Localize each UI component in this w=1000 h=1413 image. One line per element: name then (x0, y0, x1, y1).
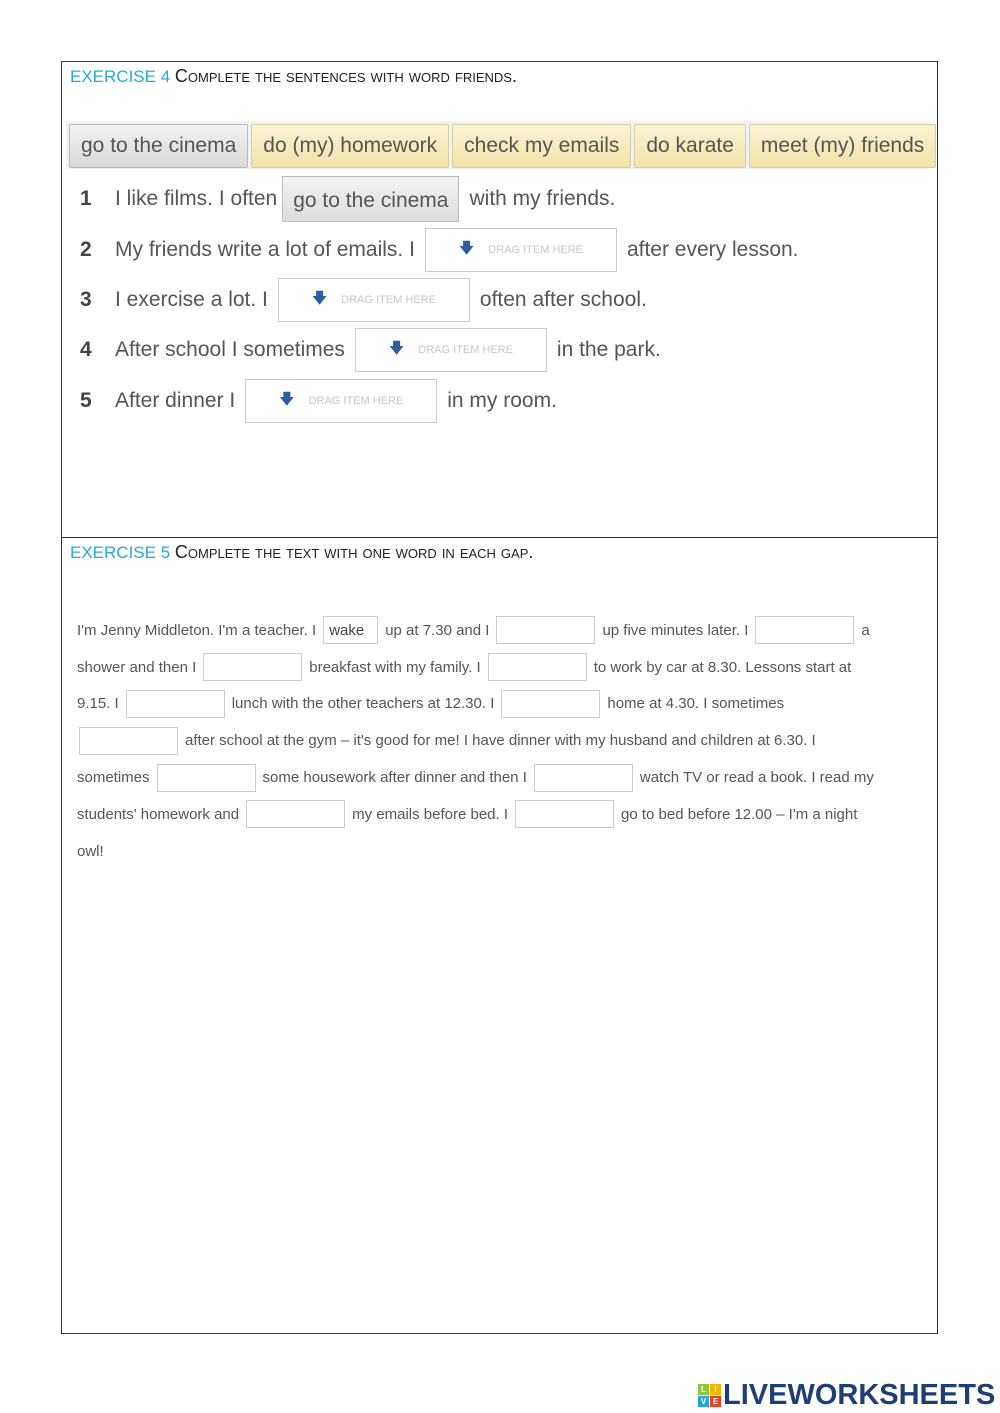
sentence-text-after: with my friends. (469, 187, 616, 210)
text-line (77, 686, 937, 723)
text-segment: I'm Jenny Middleton. I'm a teacher. I (77, 621, 317, 639)
text-line (77, 796, 937, 833)
drop-placeholder: DRAG ITEM HERE (341, 294, 436, 306)
text-segment: owl! (77, 842, 104, 860)
logo-block: I (710, 1384, 721, 1395)
sentence-number: 3 (80, 288, 92, 311)
gap-input[interactable] (515, 800, 614, 828)
sentence-text-after: in the park. (556, 338, 661, 361)
drop-placeholder: DRAG ITEM HERE (418, 344, 513, 356)
exercise-label: EXERCISE (70, 543, 156, 562)
logo-text: LIVEWORKSHEETS (723, 1379, 996, 1411)
text-segment: up at 7.30 and I (385, 621, 490, 639)
text-segment: sometimes (77, 769, 150, 787)
logo-block: E (710, 1396, 721, 1407)
logo-block: V (698, 1396, 709, 1407)
exercise-number: 4 (160, 67, 171, 86)
logo-block: L (698, 1384, 709, 1395)
text-segment: breakfast with my family. I (309, 658, 481, 676)
text-segment: my emails before bed. I (352, 805, 509, 823)
text-line (77, 759, 937, 796)
text-line (77, 833, 937, 870)
gap-input[interactable]: wake (323, 616, 378, 644)
text-line (77, 722, 937, 759)
sentence-row (80, 277, 647, 323)
download-arrow-icon: 🡇 (279, 390, 295, 408)
gap-input[interactable] (246, 800, 345, 828)
exercise-4-title (70, 66, 517, 87)
exercise-instruction: Complete the sentences with word friends. (174, 66, 517, 86)
word-chip[interactable]: go to the cinema (69, 124, 248, 168)
gap-input[interactable] (157, 764, 256, 792)
sentence-number: 1 (80, 187, 92, 210)
gap-input[interactable] (501, 690, 600, 718)
sentence-text-before: I like films. I often (115, 187, 278, 210)
gap-input[interactable] (126, 690, 225, 718)
sentence-row (80, 227, 799, 273)
word-bank (66, 121, 928, 169)
liveworksheets-logo (698, 1379, 995, 1412)
gap-input[interactable] (755, 616, 854, 644)
exercise-number: 5 (160, 543, 171, 562)
text-segment: lunch with the other teachers at 12.30. I (231, 695, 495, 713)
drop-zone[interactable] (245, 379, 437, 423)
sentence-text-after: after every lesson. (626, 238, 799, 261)
text-segment: students' homework and (77, 805, 240, 823)
text-segment: a (861, 621, 870, 639)
gap-fill-text (77, 612, 937, 870)
filled-drop-zone[interactable]: go to the cinema (282, 176, 459, 222)
word-chip[interactable]: do karate (634, 124, 746, 168)
sentence-text-after: often after school. (479, 288, 647, 311)
gap-input[interactable] (496, 616, 595, 644)
sentence-text-before: My friends write a lot of emails. I (115, 238, 415, 261)
word-chip[interactable]: check my emails (452, 124, 631, 168)
exercise-label: EXERCISE (70, 67, 156, 86)
drop-placeholder: DRAG ITEM HERE (308, 395, 404, 407)
word-chip[interactable]: do (my) homework (251, 124, 449, 168)
exercise-instruction: Complete the text with one word in each gap. (174, 542, 534, 562)
sentence-text-before: After school I sometimes (115, 338, 345, 361)
drop-placeholder: DRAG ITEM HERE (488, 244, 584, 256)
text-segment: watch TV or read a book. I read my (639, 769, 874, 787)
gap-input[interactable] (488, 653, 587, 681)
text-segment: after school at the gym – it's good for me! I have dinner with my husband and children at 6.30. I (185, 732, 816, 750)
sentence-number: 2 (80, 238, 92, 261)
sentence-row (80, 327, 661, 373)
sentence-text-before: I exercise a lot. I (115, 288, 268, 311)
text-line (77, 612, 937, 649)
logo-blocks-icon (698, 1384, 721, 1407)
sentence-row (80, 176, 615, 222)
sentence-text-before: After dinner I (115, 389, 236, 412)
gap-input[interactable] (534, 764, 633, 792)
text-segment: to work by car at 8.30. Lessons start at (593, 658, 852, 676)
download-arrow-icon: 🡇 (388, 339, 405, 357)
sentence-row (80, 378, 557, 424)
text-segment: 9.15. I (77, 695, 119, 713)
download-arrow-icon: 🡇 (311, 289, 328, 307)
drop-zone[interactable] (425, 228, 617, 272)
text-segment: home at 4.30. I sometimes (607, 695, 785, 713)
sentence-number: 5 (80, 389, 92, 412)
text-segment: up five minutes later. I (602, 621, 749, 639)
gap-input[interactable] (203, 653, 302, 681)
exercise-5-title (70, 542, 533, 563)
text-line (77, 649, 937, 686)
drop-zone[interactable] (278, 278, 470, 322)
section-divider (61, 537, 938, 538)
download-arrow-icon: 🡇 (458, 239, 475, 257)
text-segment: some housework after dinner and then I (262, 769, 527, 787)
sentence-text-after: in my room. (447, 389, 557, 412)
gap-input[interactable] (79, 727, 178, 755)
sentence-number: 4 (80, 338, 92, 361)
text-segment: shower and then I (77, 658, 197, 676)
word-chip[interactable]: meet (my) friends (749, 124, 936, 168)
text-segment: go to bed before 12.00 – I'm a night (621, 805, 858, 823)
drop-zone[interactable] (355, 328, 547, 372)
